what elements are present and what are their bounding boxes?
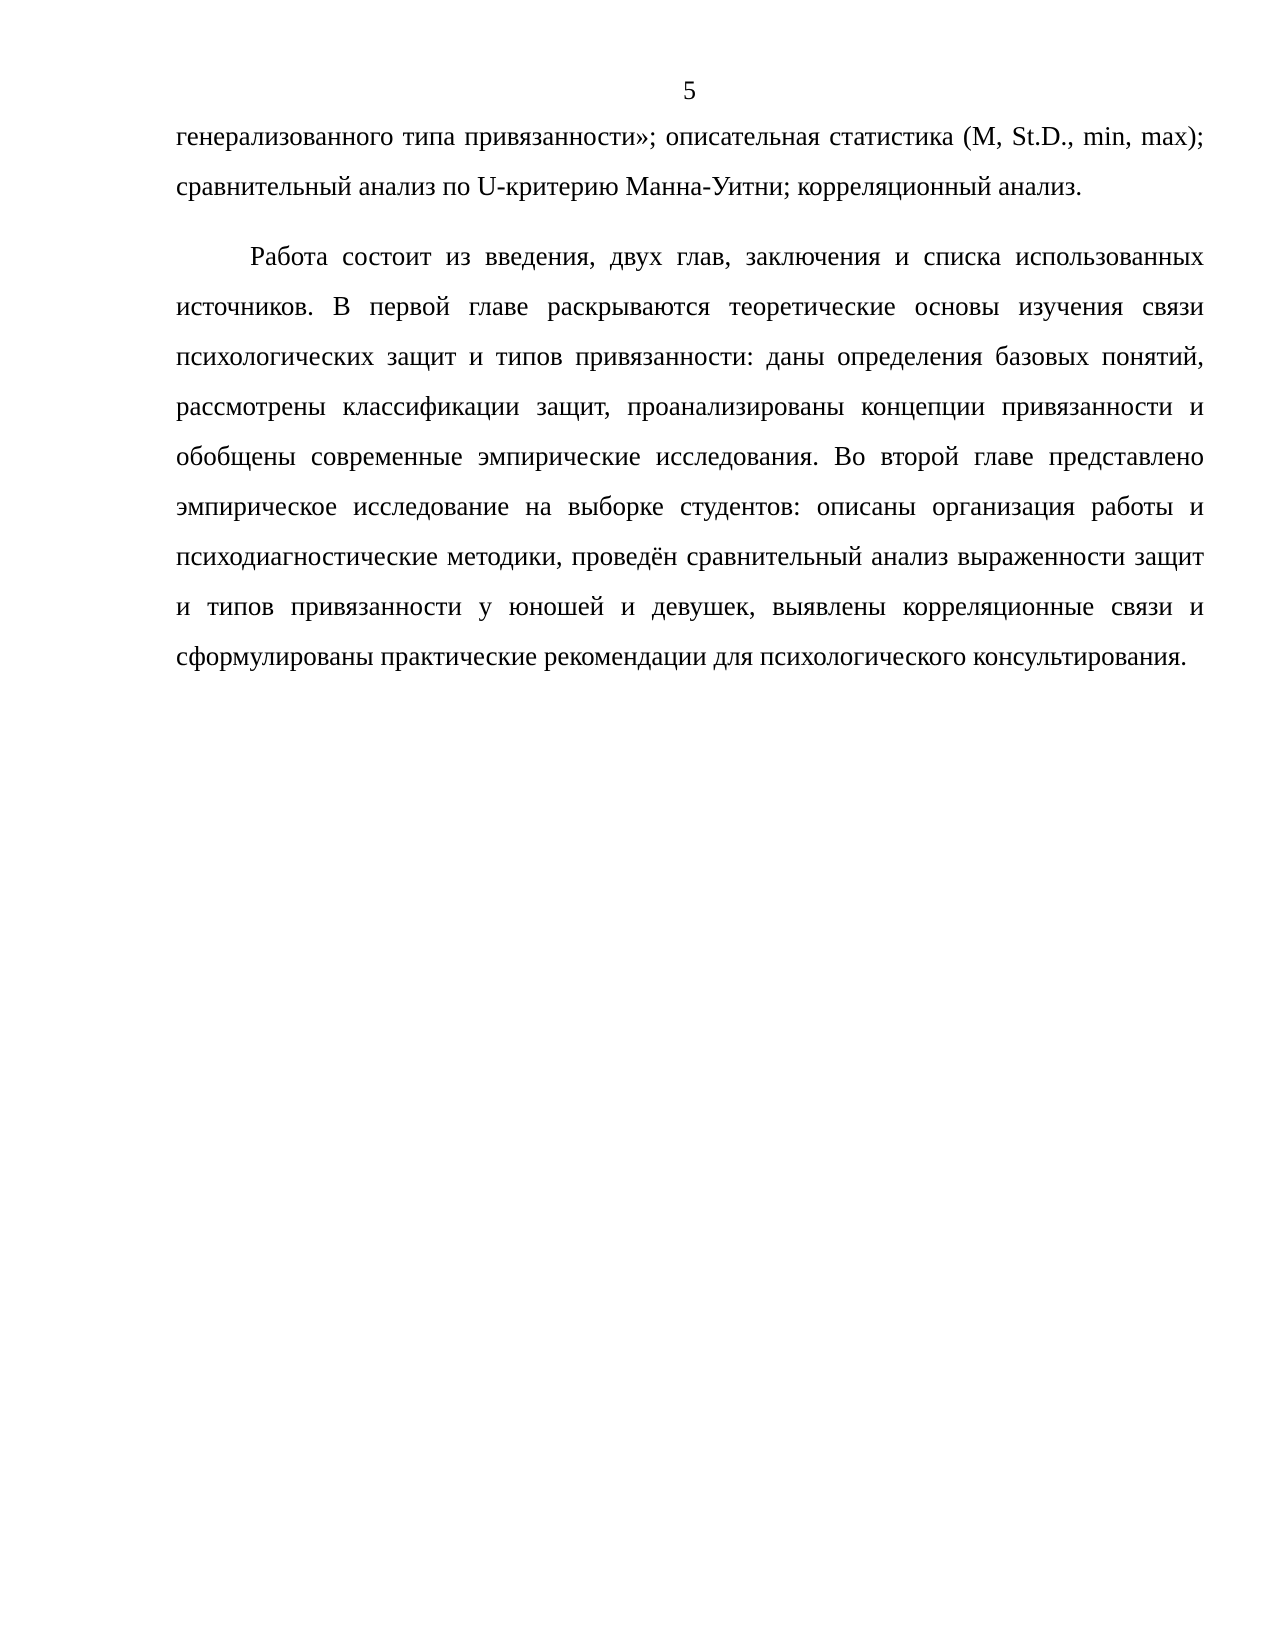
- paragraph-continued: генерализованного типа привязанности»; описательная статистика (M, St.D., min, max); сравнительный анализ по U-критерию Манна-Уитни; корреляционный анализ.: [176, 121, 1204, 201]
- body-text: [176, 111, 1204, 681]
- paragraph-structure: Работа состоит из введения, двух глав, заключения и списка использованных источников. В первой главе раскрываются теоретические основы изучения связи психологических защит и типов привязанности: даны определения базовых понятий, рассмотрены классификации защит, проанализированы концепции привязанности и обобщены современные эмпирические исследования. Во второй главе представлено эмпирическое исследование на выборке студентов: описаны организация работы и психодиагностические методики, проведён сравнительный анализ выраженности защит и типов привязанности у юношей и девушек, выявлены корреляционные связи и сформулированы практические рекомендации для психологического консультирования.: [176, 241, 1204, 671]
- page-number: 5: [683, 76, 696, 105]
